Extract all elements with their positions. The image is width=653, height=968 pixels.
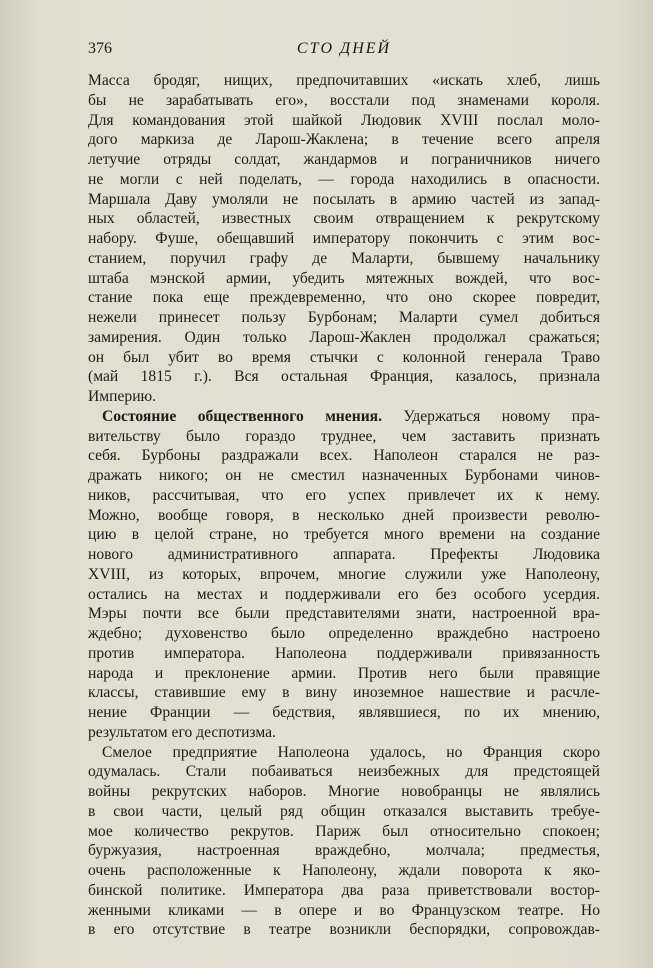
paragraph-1 (88, 71, 600, 407)
text-line: народа и преклонение армии. Против него были правящие (88, 664, 600, 682)
text-line: против императора. Наполеона поддерживали привязанность (88, 644, 600, 662)
text-line (88, 407, 600, 427)
paragraph-2 (88, 407, 600, 743)
text-line: в свои части, целый ряд общин отказался выставить требуе- (88, 802, 600, 820)
text-line: Мэры почти все были представителями знати, настроенной вра- (88, 605, 600, 623)
text-line: станием, поручил графу де Маларти, бывшему начальнику (88, 249, 600, 267)
paragraph-3 (88, 743, 600, 941)
text-line: штаба мэнской армии, убедить мятежных вождей, что вос- (88, 269, 600, 287)
text-line: войны рекрутских наборов. Многие новобранцы не являлись (88, 783, 600, 800)
text-line: мое количество рекрутов. Париж был относительно спокоен; (88, 822, 600, 840)
text-line: одумалась. Стали побаиваться неизбежных для предстоящей (88, 763, 600, 781)
text-line: он был убит во время стычки с колонной генерала Траво (88, 348, 600, 366)
text-line: себя. Бурбоны раздражали всех. Наполеон старался не раз- (88, 447, 600, 465)
text-line: ждебно; духовенство было определенно враждебно настроено (88, 625, 600, 642)
text-line: нежели принесет пользу Бурбонам; Маларти сумел добиться (88, 309, 600, 326)
text-line: замирения. Один только Ларош-Жаклен продолжал сражаться; (88, 328, 600, 346)
text-line: Масса бродяг, нищих, предпочитавших «искать хлеб, лишь (88, 72, 600, 89)
text-line: Маршала Даву умоляли не посылать в армию частей из запад- (88, 190, 600, 208)
text-run: Удержаться новому пра- (382, 407, 600, 425)
text-line: результатом его деспотизма. (88, 723, 276, 741)
text-line: бинской политике. Императора два раза приветствовали востор- (88, 881, 600, 899)
page-number: 376 (88, 40, 112, 57)
text-line: бы не зарабатывать его», восстали под знаменами короля. (88, 91, 600, 109)
text-line: стание пока еще преждевременно, что оно скорее повредит, (88, 289, 600, 307)
text-line: классы, ставившие ему в вину иноземное нашествие и расчле- (88, 684, 600, 702)
text-line: очень расположенные к Наполеону, ждали поворота к яко- (88, 862, 600, 879)
text-line: набору. Фуше, обещавший императору покончить с этим вос- (88, 230, 600, 247)
text-line: Империю. (88, 388, 157, 405)
text-line: дого маркиза де Ларош-Жаклена; в течение всего апреля (88, 131, 600, 149)
text-line: XVIII, из которых, впрочем, многие служили уже Наполеону, (88, 565, 600, 583)
text-line: Можно, вообще говоря, в несколько дней произвести револю- (88, 506, 600, 524)
text-line: Смелое предприятие Наполеона удалось, но Франция скоро (102, 743, 600, 761)
text-line: дражать никого; он не сместил назначенных Бурбонами чинов- (88, 467, 600, 484)
text-line: цию в целой стране, но требуется много времени на создание (88, 526, 600, 544)
text-line: женными кликами — в опере и во Французском театре. Но (88, 901, 600, 919)
text-line: нение Франции — бедствия, являвшиеся, по их мнению, (88, 704, 600, 721)
text-line: (май 1815 г.). Вся остальная Франция, казалось, признала (88, 368, 600, 386)
text-line: буржуазия, настроенная враждебно, молчала; предместья, (88, 842, 600, 860)
text-line: не могли с ней поделать, — города находились в опасности. (88, 170, 600, 188)
text-line: ных областей, известных своим отвращением к рекрутскому (88, 210, 600, 228)
body-text (88, 71, 600, 940)
text-line: нового административного аппарата. Префекты Людовика (88, 546, 600, 563)
text-line: летучие отряды солдат, жандармов и пограничников ничего (88, 151, 600, 168)
section-heading: Состояние общественного мнения. (102, 407, 383, 425)
text-line: вительству было гораздо труднее, чем заставить признать (88, 427, 600, 445)
text-line: Для командования этой шайкой Людовик XVIII послал моло- (88, 111, 600, 129)
text-line: остались на местах и поддерживали его без особого усердия. (88, 585, 600, 603)
running-title: СТО ДНЕЙ (296, 40, 392, 57)
text-line: в его отсутствие в театре возникли беспорядки, сопровождав- (88, 921, 600, 939)
page-header (88, 40, 600, 64)
text-line: ников, рассчитывая, что его успех привлечет их к нему. (88, 486, 600, 504)
